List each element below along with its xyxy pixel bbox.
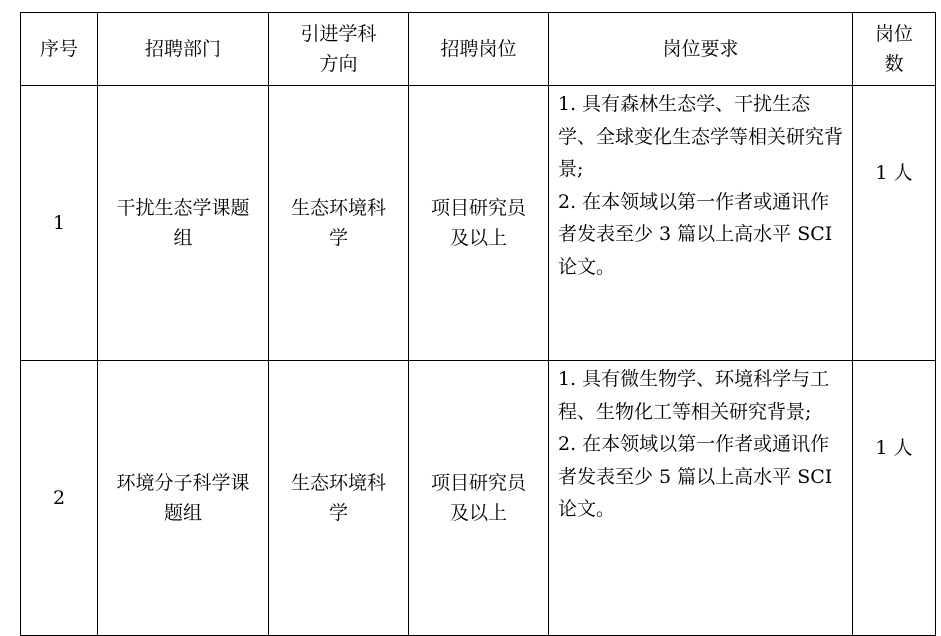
requirement-item: 2. 在本领域以第一作者或通讯作者发表至少 3 篇以上高水平 SCI 论文。 xyxy=(558,190,833,278)
header-index: 序号 xyxy=(21,13,98,86)
recruitment-table xyxy=(20,12,936,636)
requirement-item: 2. 在本领域以第一作者或通讯作者发表至少 5 篇以上高水平 SCI 论文。 xyxy=(558,433,833,520)
header-requirements: 岗位要求 xyxy=(549,13,853,86)
row-department: 干扰生态学课题组 xyxy=(98,86,269,361)
row-discipline: 生态环境科学 xyxy=(269,86,409,361)
table-header-row xyxy=(21,13,936,86)
row-position: 项目研究员及以上 xyxy=(409,86,549,361)
row-count: 1 人 xyxy=(853,361,936,636)
requirement-item: 1. 具有微生物学、环境科学与工程、生物化工等相关研究背景; xyxy=(558,368,830,423)
header-discipline: 引进学科 方向 xyxy=(269,13,409,86)
row-requirements xyxy=(549,361,853,636)
row-requirements xyxy=(549,86,853,361)
row-department: 环境分子科学课题组 xyxy=(98,361,269,636)
row-count: 1 人 xyxy=(853,86,936,361)
row-index: 1 xyxy=(21,86,98,361)
requirement-item: 1. 具有森林生态学、干扰生态学、全球变化生态学等相关研究背景; xyxy=(558,93,844,180)
row-position: 项目研究员及以上 xyxy=(409,361,549,636)
header-department: 招聘部门 xyxy=(98,13,269,86)
row-discipline: 生态环境科学 xyxy=(269,361,409,636)
row-index: 2 xyxy=(21,361,98,636)
table-row xyxy=(21,361,936,636)
header-position: 招聘岗位 xyxy=(409,13,549,86)
header-count: 岗位 数 xyxy=(853,13,936,86)
table-row xyxy=(21,86,936,361)
